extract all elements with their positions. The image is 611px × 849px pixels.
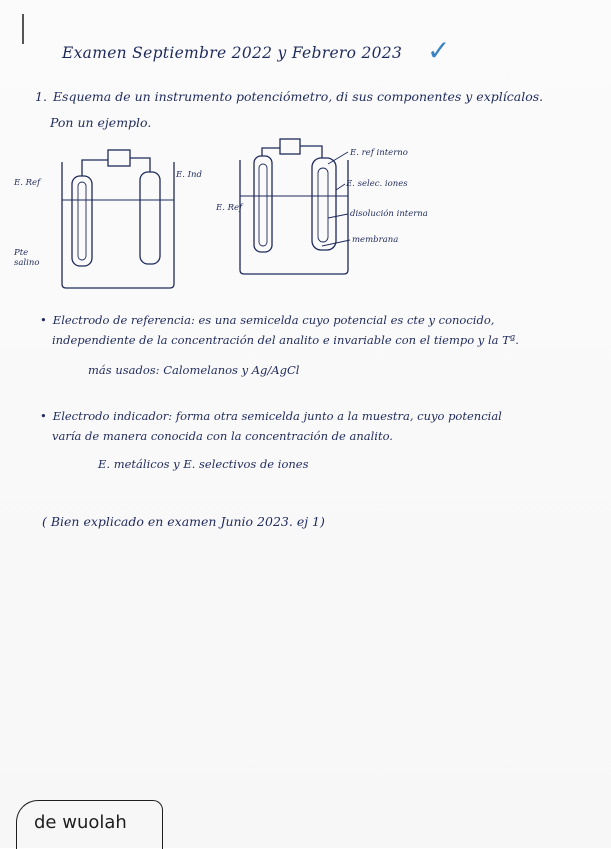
question-line-1: Esquema de un instrumento potenciómetro, di sus componentes y explícalos. <box>52 89 544 104</box>
right-sel-electrode <box>312 158 336 250</box>
left-ind-electrode <box>140 172 160 264</box>
right-meter <box>280 139 300 154</box>
bullet-reference-electrode: • Electrodo de referencia: es una semicelda cuyo potencial es cte y conocido, independiente de la concentración del analito e invariable con el tiempo y la Tª. <box>40 313 519 347</box>
bullet-1-examples: más usados: Calomelanos y Ag/AgCl <box>88 363 300 377</box>
page-title: Examen Septiembre 2022 y Febrero 2023 <box>62 44 403 62</box>
internal-ref-label: E. ref interno <box>350 148 408 158</box>
left-ref-electrode <box>72 176 92 266</box>
left-ref-label: E. Ref <box>14 178 41 188</box>
internal-solution-label: disolución interna <box>350 209 428 219</box>
bullet-2-examples: E. metálicos y E. selectivos de iones <box>98 457 309 471</box>
right-diagram <box>240 139 350 274</box>
checkmark-icon: ✓ <box>427 34 451 67</box>
question-number: 1. <box>35 89 47 104</box>
left-diagram <box>62 150 174 288</box>
left-ind-label: E. Ind <box>176 170 202 180</box>
footer-note: ( Bien explicado en examen Junio 2023. ej 1) <box>42 514 325 529</box>
bullet-2-line-1: Electrodo indicador: forma otra semicelda junto a la muestra, cuyo potencial <box>52 409 502 423</box>
salt-bridge-label: Pte salino <box>14 248 40 268</box>
right-ref-label: E. Ref <box>216 203 243 213</box>
selective-electrode-label: E. selec. iones <box>346 179 408 189</box>
left-meter <box>108 150 130 166</box>
left-beaker <box>62 162 174 288</box>
bullet-1-line-1: Electrodo de referencia: es una semicelda cuyo potencial es cte y conocido, <box>52 313 495 327</box>
membrane-label: membrana <box>352 235 399 245</box>
bullet-2-line-2: varía de manera conocida con la concentración de analito. <box>52 429 393 443</box>
wuolah-logo: de wuolah <box>34 812 127 833</box>
question-line-2: Pon un ejemplo. <box>50 115 152 130</box>
bullet-1-line-2: independiente de la concentración del analito e invariable con el tiempo y la Tª. <box>52 333 519 347</box>
right-ref-electrode <box>254 156 272 252</box>
bullet-indicator-electrode: • Electrodo indicador: forma otra semicelda junto a la muestra, cuyo potencial varía de manera conocida con la concentración de analito. <box>40 409 502 443</box>
